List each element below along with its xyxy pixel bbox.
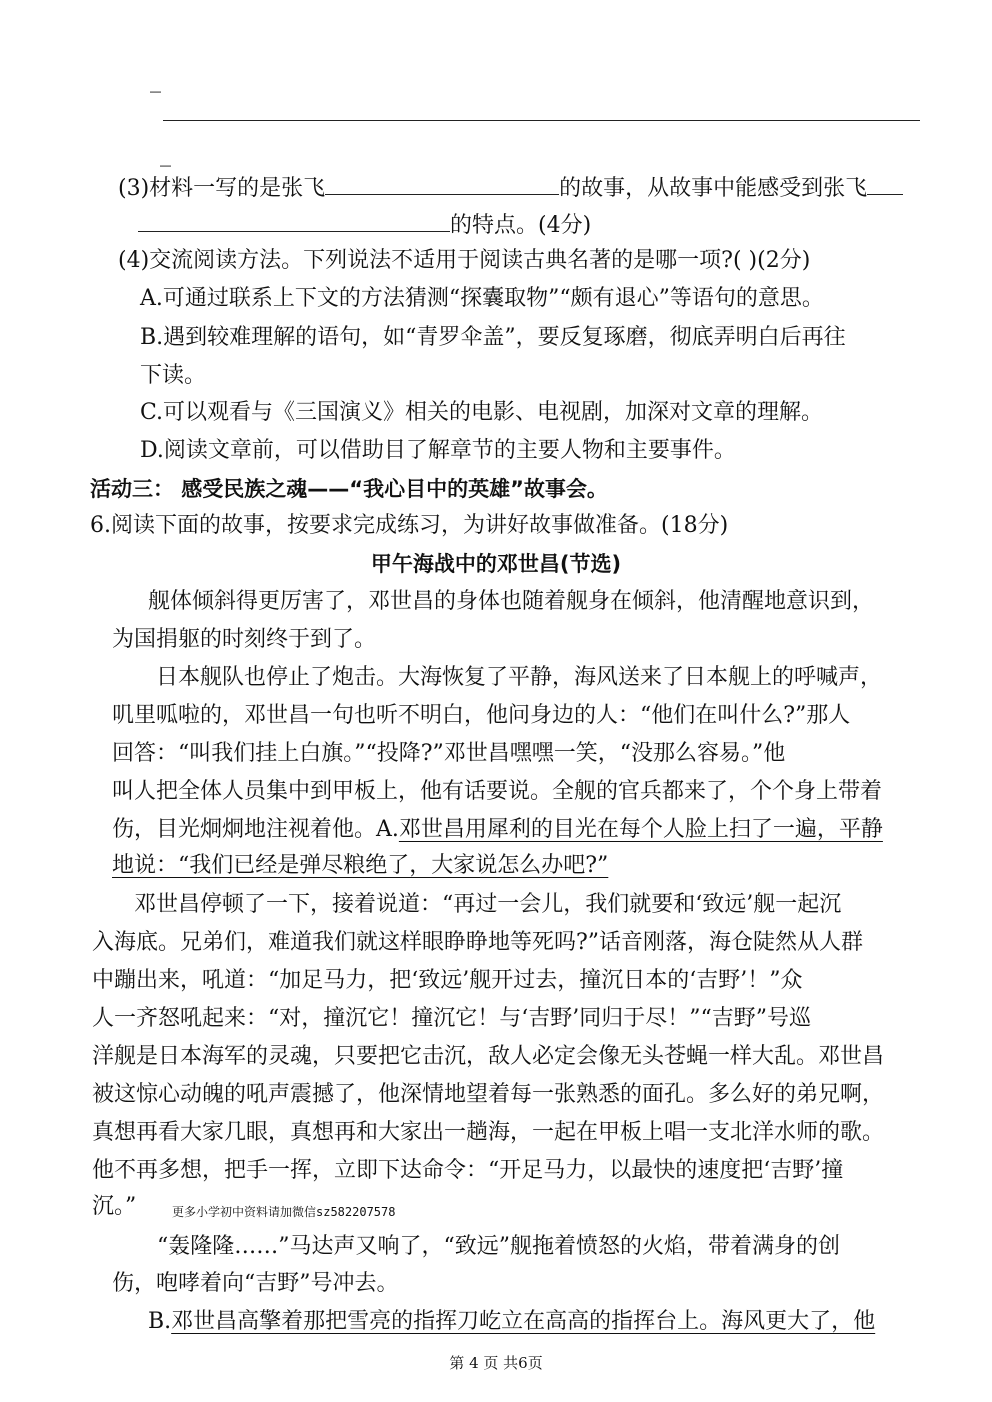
story-p2-line1: 日本舰队也停止了炮击。大海恢复了平静，海风送来了日本舰上的呼喊声， [156,665,883,690]
question-4-stem: (4)交流阅读方法。下列说法不适用于阅读古典名著的是哪一项?( )(2分) [118,248,811,273]
story-p2-line5-pre: 伤，目光炯炯地注视着他。A. [112,817,399,842]
q4-option-c: C.可以观看与《三国演义》相关的电影、电视剧，加深对文章的理解。 [140,400,824,425]
q4-option-a: A.可通过联系上下文的方法猜测“探囊取物”“颇有退心”等语句的意思。 [140,286,824,311]
answer-dash-bottom: _ [160,142,171,167]
underlined-sentence-b: 邓世昌高擎着那把雪亮的指挥刀屹立在高高的指挥台上。海风更大了，他 [171,1309,876,1334]
story-p3-line7: 真想再看大家几眼，真想再和大家出一趟海，一起在甲板上唱一支北洋水师的歌。 [92,1120,885,1145]
story-p3-line5: 洋舰是日本海军的灵魂，只要把它击沉，敌人必定会像无头苍蝇一样大乱。邓世昌 [92,1044,885,1069]
q3-part1: (3)材料一写的是张飞 [118,176,326,201]
underlined-sentence-a: 邓世昌用犀利的目光在每个人脸上扫了一遍，平静 [398,817,883,842]
story-p2-line5 [112,815,883,845]
story-p3-line3: 中蹦出来，吼道：“加足马力，把‘致远’舰开过去，撞沉日本的‘吉野’！”众 [92,968,803,993]
story-title: 甲午海战中的邓世昌(节选) [370,552,622,576]
story-p3-line8: 他不再多想，把手一挥，立即下达命令：“开足马力，以最快的速度把‘吉野’撞 [92,1158,844,1183]
story-p1-line1: 舰体倾斜得更厉害了，邓世昌的身体也随着舰身在倾斜，他清醒地意识到， [148,589,875,614]
q4-option-b-line2: 下读。 [140,363,207,388]
story-p5-line1 [148,1307,875,1337]
question-3-line2 [138,209,591,241]
story-p3-line1: 邓世昌停顿了一下，接着说道：“再过一会儿，我们就要和‘致远’舰一起沉 [134,892,842,917]
q3-blank-trait-start[interactable] [867,172,903,195]
story-p4-line1: “轰隆隆……”马达声又响了，“致远”舰拖着愤怒的火焰，带着满身的创 [157,1234,840,1259]
story-p2-line3: 回答：“叫我们挂上白旗。”“投降?”邓世昌嘿嘿一笑，“没那么容易。”他 [112,741,786,766]
story-p3-line2: 入海底。兄弟们，难道我们就这样眼睁睁地等死吗?”话音刚落，海仓陡然从人群 [92,930,864,955]
question-3-line1 [118,172,903,204]
story-p2-line2: 叽里呱啦的，邓世昌一句也听不明白，他问身边的人：“他们在叫什么?”那人 [112,703,851,728]
q3-blank-trait[interactable] [138,209,450,232]
page-footer: 第 4 页 共6页 [449,1354,543,1372]
answer-dash-top: _ [150,68,161,93]
activity-3-title: 活动三： 感受民族之魂——“我心目中的英雄”故事会。 [90,477,608,501]
q3-part2: 的故事，从故事中能感受到张飞 [559,176,868,201]
underlined-sentence-a-cont: 地说：“我们已经是弹尽粮绝了，大家说怎么办吧?” [112,853,609,878]
story-p3-line9: 沉。” [92,1194,137,1219]
question-6-stem: 6.阅读下面的故事，按要求完成练习，为讲好故事做准备。(18分) [90,513,729,538]
story-p3-line6: 被这惊心动魄的吼声震撼了，他深情地望着每一张熟悉的面孔。多么好的弟兄啊， [92,1082,885,1107]
watermark-text: 更多小学初中资料请加微信sz582207578 [172,1205,396,1219]
story-p4-line2: 伤，咆哮着向“吉野”号冲去。 [112,1271,399,1296]
story-p2-line4: 叫人把全体人员集中到甲板上，他有话要说。全舰的官兵都来了，个个身上带着 [112,779,883,804]
story-p3-line4: 人一齐怒吼起来：“对，撞沉它！撞沉它！与‘吉野’同归于尽！”“吉野”号巡 [92,1006,811,1031]
q4-option-d: D.阅读文章前，可以借助目了解章节的主要人物和主要事件。 [140,438,736,463]
answer-line [163,120,920,121]
q3-blank-story[interactable] [325,172,559,195]
story-p1-line2: 为国捐躯的时刻终于到了。 [112,627,377,652]
q3-part3: 的特点。(4分) [450,213,592,238]
story-p5-pre: B. [148,1309,172,1334]
q4-option-b-line1: B.遇到较难理解的语句，如“青罗伞盖”，要反复琢磨，彻底弄明白后再往 [140,325,846,350]
